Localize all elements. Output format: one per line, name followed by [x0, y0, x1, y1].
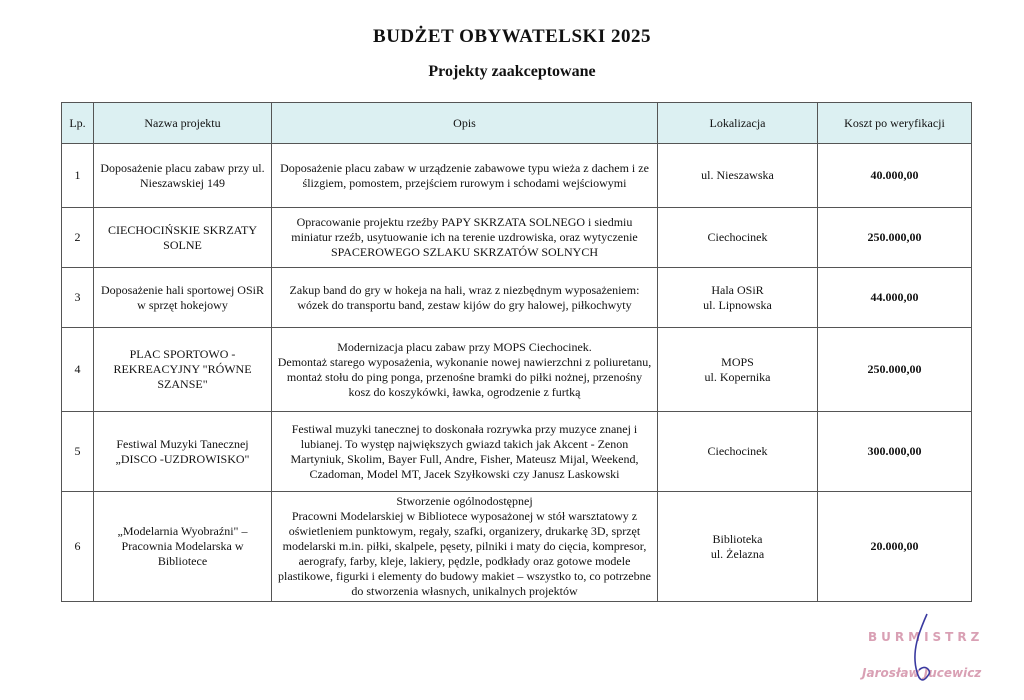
- cell-location: MOPS ul. Kopernika: [658, 328, 818, 412]
- cell-lp: 6: [62, 492, 94, 602]
- cell-project-name: Doposażenie placu zabaw przy ul. Nieszawskiej 149: [94, 144, 272, 208]
- header-description: Opis: [272, 103, 658, 144]
- cell-description: Opracowanie projektu rzeźby PAPY SKRZATA SOLNEGO i siedmiu miniatur rzeźb, usytuowanie ich na terenie uzdrowiska, oraz wytyczenie SPACEROWEGO SZLAKU SKRZATÓW SOLNYCH: [272, 208, 658, 268]
- cell-description: Stworzenie ogólnodostępnej Pracowni Modelarskiej w Bibliotece wyposażonej w stół warsztatowy z oświetleniem punktowym, regały, szafki, organizery, drukarkę 3D, sprzęt modelarski m.in. piłki, skalpele, pęsety, pilniki i maty do cięcia, kompresor, aerografy, farby, kleje, lakiery, pędzle, podkłady oraz gotowe modele plastikowe, figurki i elementy do budowy makiet – wszystko to, co potrzebne do stworzenia własnych, unikalnych projektów: [272, 492, 658, 602]
- header-lp: Lp.: [62, 103, 94, 144]
- cell-description: Zakup band do gry w hokeja na hali, wraz z niezbędnym wyposażeniem: wózek do transportu band, zestaw kijów do gry halowej, piłkochwyty: [272, 268, 658, 328]
- signature-icon: [905, 612, 945, 692]
- cell-location: Biblioteka ul. Żelazna: [658, 492, 818, 602]
- cell-lp: 5: [62, 412, 94, 492]
- projects-table: [61, 102, 972, 602]
- cell-cost: 250.000,00: [818, 328, 972, 412]
- stamp-name: Jarosław Jucewicz: [862, 666, 982, 680]
- cell-lp: 2: [62, 208, 94, 268]
- cell-location: Ciechocinek: [658, 208, 818, 268]
- cell-project-name: Doposażenie hali sportowej OSiR w sprzęt hokejowy: [94, 268, 272, 328]
- document-subtitle: Projekty zaakceptowane: [428, 63, 596, 80]
- cell-description: Doposażenie placu zabaw w urządzenie zabawowe typu wieża z dachem i ze ślizgiem, pomostem, przejściem rurowym i schodami wejściowymi: [272, 144, 658, 208]
- header-name: Nazwa projektu: [94, 103, 272, 144]
- cell-location: Ciechocinek: [658, 412, 818, 492]
- cell-cost: 300.000,00: [818, 412, 972, 492]
- cell-description: Festiwal muzyki tanecznej to doskonała rozrywka przy muzyce znanej i lubianej. To występ największych gwiazd takich jak Akcent - Zenon Martyniuk, Skolim, Bayer Full, Andre, Fisher, Mateusz Mijal, Weekend, Czadoman, Model MT, Jacek Szyłkowski czy Janusz Laskowski: [272, 412, 658, 492]
- cell-lp: 3: [62, 268, 94, 328]
- cell-cost: 40.000,00: [818, 144, 972, 208]
- table-row: [62, 144, 972, 208]
- cell-location: Hala OSiR ul. Lipnowska: [658, 268, 818, 328]
- cell-description: Modernizacja placu zabaw przy MOPS Ciechocinek. Demontaż starego wyposażenia, wykonanie nowej nawierzchni z poliuretanu, montaż stołu do ping ponga, przenośne bramki do piłki nożnej, przenośny kosz do koszykówki, ławka, ogrodzenie z furtką: [272, 328, 658, 412]
- table-header-row: [62, 103, 972, 144]
- table-row: [62, 208, 972, 268]
- cell-lp: 1: [62, 144, 94, 208]
- cell-cost: 20.000,00: [818, 492, 972, 602]
- stamp-title: BURMISTRZ: [868, 630, 984, 644]
- cell-project-name: „Modelarnia Wyobraźni" – Pracownia Modelarska w Bibliotece: [94, 492, 272, 602]
- cell-cost: 250.000,00: [818, 208, 972, 268]
- cell-project-name: Festiwal Muzyki Tanecznej „DISCO -UZDROWISKO": [94, 412, 272, 492]
- header-location: Lokalizacja: [658, 103, 818, 144]
- cell-location: ul. Nieszawska: [658, 144, 818, 208]
- table-row: [62, 268, 972, 328]
- table-row: [62, 328, 972, 412]
- cell-project-name: CIECHOCIŃSKIE SKRZATY SOLNE: [94, 208, 272, 268]
- cell-cost: 44.000,00: [818, 268, 972, 328]
- table-row: [62, 492, 972, 602]
- cell-project-name: PLAC SPORTOWO - REKREACYJNY "RÓWNE SZANSE": [94, 328, 272, 412]
- document-title: BUDŻET OBYWATELSKI 2025: [373, 26, 651, 47]
- header-cost: Koszt po weryfikacji: [818, 103, 972, 144]
- table-row: [62, 412, 972, 492]
- cell-lp: 4: [62, 328, 94, 412]
